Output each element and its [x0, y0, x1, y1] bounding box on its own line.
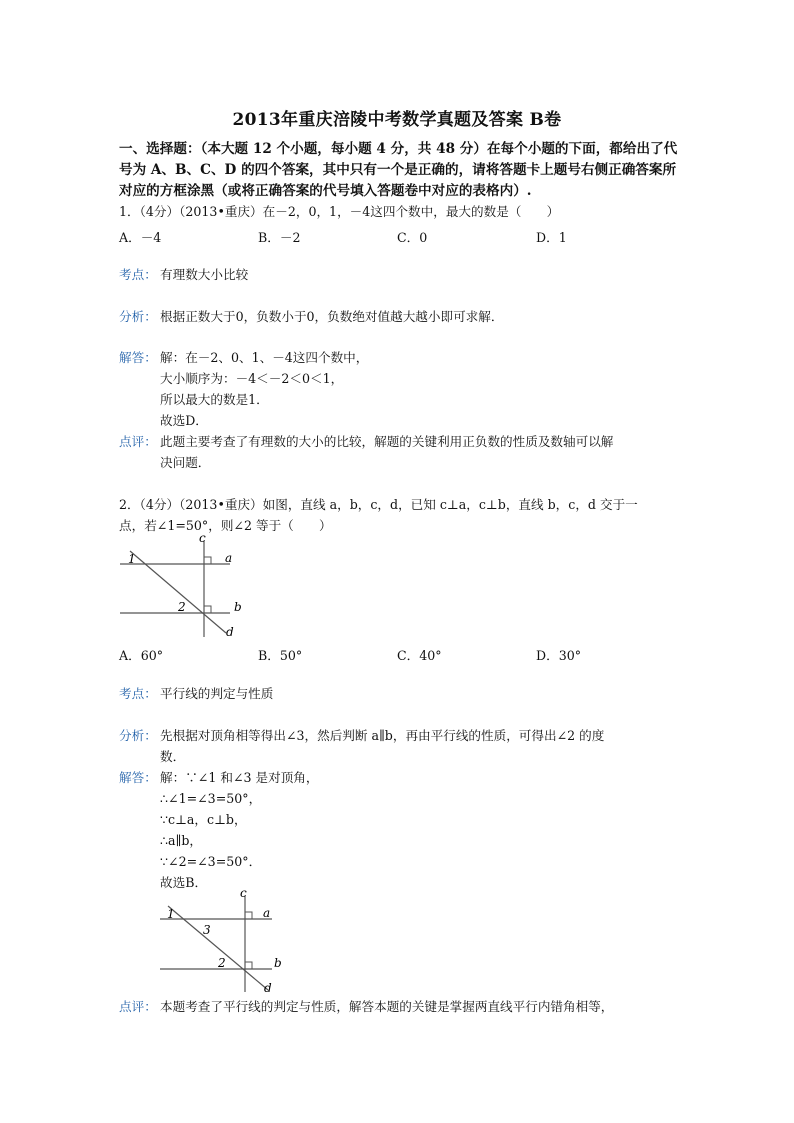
- page-title: 2013年重庆涪陵中考数学真题及答案 B卷: [232, 110, 562, 130]
- fig2-label-a: a: [263, 906, 271, 920]
- q1-dianping-line-2: 决问题．: [160, 455, 211, 470]
- q2-jieda: [119, 768, 680, 789]
- fig2-label-1: 1: [167, 907, 175, 921]
- q1-option-b: B．－2: [258, 230, 301, 245]
- fenxi-label: 分析：: [119, 728, 157, 743]
- jieda-label: 解答：: [119, 350, 157, 365]
- q1-option-d: D．1: [536, 230, 567, 245]
- q2-fenxi-line-2: 数．: [160, 749, 186, 764]
- fig1-label-a: a: [225, 551, 233, 565]
- q1-stem: 1．（4分）（2013•重庆）在－2，0，1，－4这四个数中，最大的数是（ ）: [119, 204, 560, 219]
- q2-option-c: C．40°: [397, 648, 442, 663]
- q2-stem-line-2: 点，若∠1=50°，则∠2 等于（ ）: [119, 518, 332, 533]
- q1-jieda-line-4: 故选D．: [160, 413, 208, 428]
- fig1-label-d: d: [226, 625, 234, 639]
- q1-kaodian: [119, 265, 680, 286]
- fig2-label-b: b: [274, 956, 282, 970]
- q1-jieda-line-2: 大小顺序为：－4＜－2＜0＜1，: [160, 371, 344, 386]
- q1-option-a: A．－4: [119, 230, 162, 245]
- jieda-line-1: 解：∵∠1 和∠3 是对顶角，: [160, 770, 319, 785]
- fig2-label-d: d: [264, 981, 272, 995]
- q2-option-b: B．50°: [258, 648, 303, 663]
- fig2-label-c: c: [240, 886, 247, 900]
- q1-fenxi: [119, 307, 680, 328]
- dianping-text: 本题考查了平行线的判定与性质，解答本题的关键是掌握两直线平行内错角相等，: [160, 999, 614, 1014]
- fig1-label-1: 1: [128, 552, 136, 566]
- q2-jieda-line-4: ∴a∥b，: [160, 833, 202, 848]
- fig1-label-b: b: [234, 600, 242, 614]
- fig2-label-2: 2: [218, 956, 226, 970]
- q2-jieda-line-3: ∵c⊥a，c⊥b，: [160, 812, 247, 827]
- dianping-label: 点评：: [119, 434, 157, 449]
- q1-jieda-line-3: 所以最大的数是1．: [160, 392, 269, 407]
- q2-jieda-line-6: 故选B．: [160, 875, 208, 890]
- kaodian-text: 有理数大小比较: [160, 267, 249, 282]
- dianping-label: 点评：: [119, 999, 157, 1014]
- q2-solution-figure: [158, 886, 298, 996]
- q2-figure: [118, 533, 258, 641]
- q2-kaodian: [119, 684, 680, 705]
- jieda-line-1: 解：在－2、0、1、－4这四个数中，: [160, 350, 369, 365]
- q2-jieda-line-5: ∵∠2=∠3=50°．: [160, 854, 262, 869]
- q2-option-d: D．30°: [536, 648, 582, 663]
- q2-option-a: A．60°: [119, 648, 164, 663]
- fig2-label-3: 3: [203, 923, 211, 937]
- fenxi-text: 根据正数大于0，负数小于0，负数绝对值越大越小即可求解．: [160, 309, 504, 324]
- section-heading: 一、选择题：（本大题 12 个小题，每小题 4 分，共 48 分）在每个小题的下面，都给出了代号为 A、B、C、D 的四个答案，其中只有一个是正确的，请将答题卡上题号右侧正确答案所对应的方框涂黑（或将正确答案的代号填入答题卷中对应的表格内）.: [119, 141, 678, 199]
- fenxi-label: 分析：: [119, 309, 157, 324]
- fenxi-line-1: 先根据对顶角相等得出∠3，然后判断 a∥b，再由平行线的性质，可得出∠2 的度: [160, 728, 605, 743]
- q1-dianping: [119, 432, 680, 453]
- dianping-line-1: 此题主要考查了有理数的大小的比较，解题的关键利用正负数的性质及数轴可以解: [160, 434, 614, 449]
- fig1-label-2: 2: [178, 600, 186, 614]
- kaodian-label: 考点：: [119, 267, 157, 282]
- q2-stem-line-1: 2．（4分）（2013•重庆）如图，直线 a，b，c，d，已知 c⊥a，c⊥b，直线 b，c，d 交于一: [119, 497, 638, 512]
- fig1-label-c: c: [199, 533, 206, 545]
- q2-fenxi: [119, 726, 680, 747]
- kaodian-text: 平行线的判定与性质: [160, 686, 274, 701]
- q1-jieda: [119, 348, 680, 369]
- q2-jieda-line-2: ∴∠1=∠3=50°，: [160, 791, 262, 806]
- q1-option-c: C．0: [397, 230, 428, 245]
- kaodian-label: 考点：: [119, 686, 157, 701]
- q2-dianping: [119, 997, 680, 1018]
- jieda-label: 解答：: [119, 770, 157, 785]
